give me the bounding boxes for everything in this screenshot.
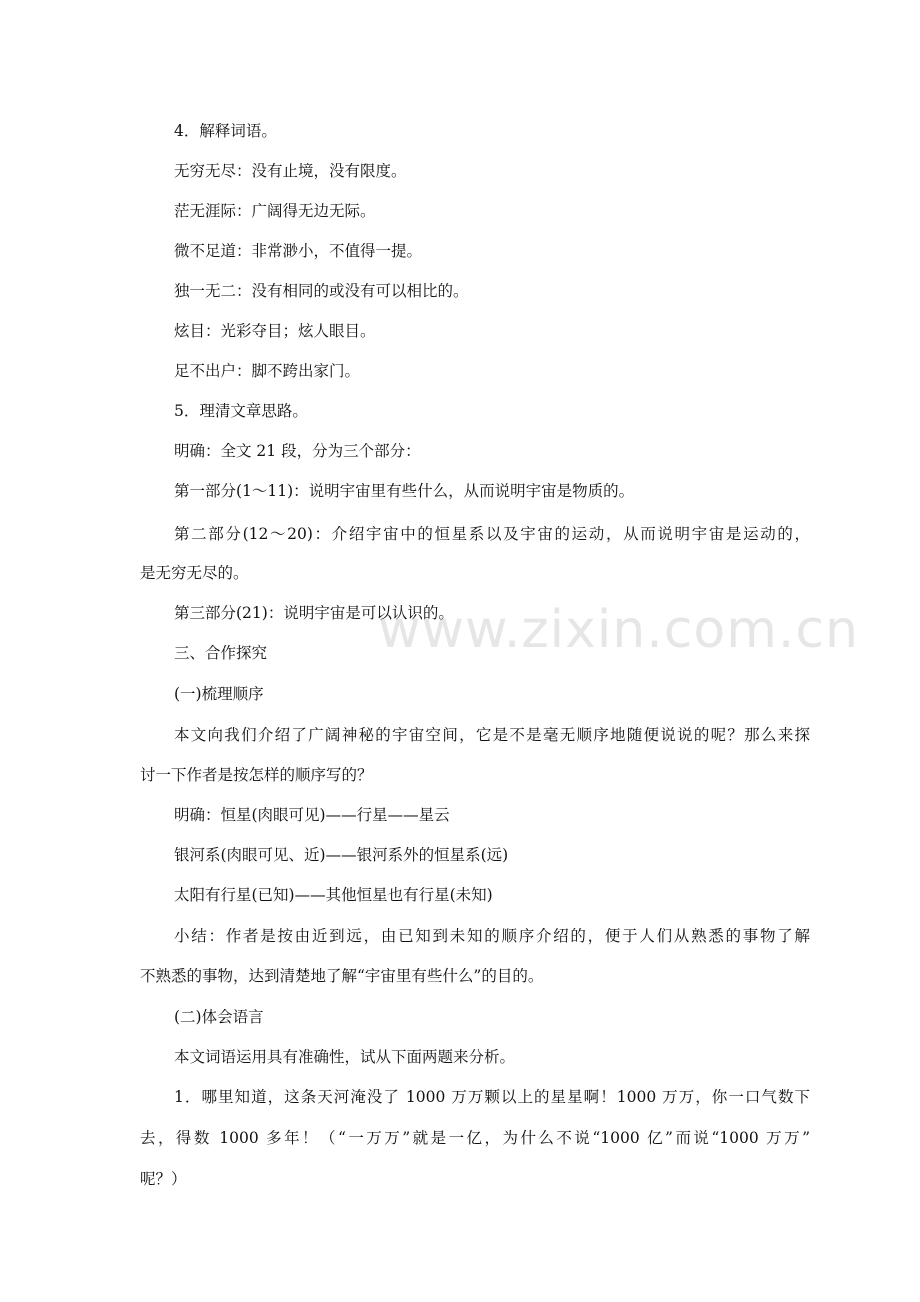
definition-item: 炫目：光彩夺目；炫人眼目。 <box>174 322 376 340</box>
subsection-heading-order: (一)梳理顺序 <box>174 685 264 703</box>
paragraph-line: 第二部分(12～20)：介绍宇宙中的恒星系以及宇宙的运动，从而说明宇宙是运动的， <box>174 525 810 543</box>
definition-item: 无穷无尽：没有止境，没有限度。 <box>174 162 407 180</box>
paragraph-line: 小结：作者是按由近到远，由已知到未知的顺序介绍的，便于人们从熟悉的事物了解 <box>174 927 810 945</box>
paragraph-line: 明确：全文 21 段，分为三个部分： <box>174 442 421 460</box>
question-line-continued: 去，得数 1000 多年！（“一万万”就是一亿，为什么不说“1000 亿”而说“1000 万万” <box>140 1129 810 1147</box>
definition-item: 独一无二：没有相同的或没有可以相比的。 <box>174 282 469 300</box>
paragraph-line: 太阳有行星(已知)——其他恒星也有行星(未知) <box>174 886 493 904</box>
definition-item: 足不出户：脚不跨出家门。 <box>174 362 361 380</box>
paragraph-line: 第三部分(21)：说明宇宙是可以认识的。 <box>174 604 454 622</box>
paragraph-line: 银河系(肉眼可见、近)——银河系外的恒星系(远) <box>174 846 509 864</box>
paragraph-line-continued: 是无穷无尽的。 <box>140 564 249 582</box>
definition-item: 茫无涯际：广阔得无边无际。 <box>174 202 376 220</box>
section-heading-structure: 5．理清文章思路。 <box>174 402 308 420</box>
section-heading-explain-words: 4．解释词语。 <box>174 122 277 140</box>
paragraph-line-continued: 不熟悉的事物，达到清楚地了解“宇宙里有些什么”的目的。 <box>140 967 544 985</box>
definition-item: 微不足道：非常渺小，不值得一提。 <box>174 242 423 260</box>
paragraph-line: 第一部分(1～11)：说明宇宙里有些什么，从而说明宇宙是物质的。 <box>174 482 635 500</box>
paragraph-line-continued: 讨一下作者是按怎样的顺序写的？ <box>140 766 373 784</box>
paragraph-line: 本文向我们介绍了广阔神秘的宇宙空间，它是不是毫无顺序地随便说说的呢？那么来探 <box>174 726 810 744</box>
subsection-heading-language: (二)体会语言 <box>174 1008 264 1026</box>
paragraph-line: 本文词语运用具有准确性，试从下面两题来分析。 <box>174 1048 516 1066</box>
question-line: 1．哪里知道，这条天河淹没了 1000 万万颗以上的星星啊！1000 万万，你一口气数下 <box>174 1088 810 1106</box>
watermark: www.zixin.com.cn <box>378 600 859 660</box>
section-heading-cooperation: 三、合作探究 <box>174 644 268 662</box>
question-line-continued: 呢？） <box>140 1170 187 1188</box>
paragraph-line: 明确：恒星(肉眼可见)——行星——星云 <box>174 806 450 824</box>
